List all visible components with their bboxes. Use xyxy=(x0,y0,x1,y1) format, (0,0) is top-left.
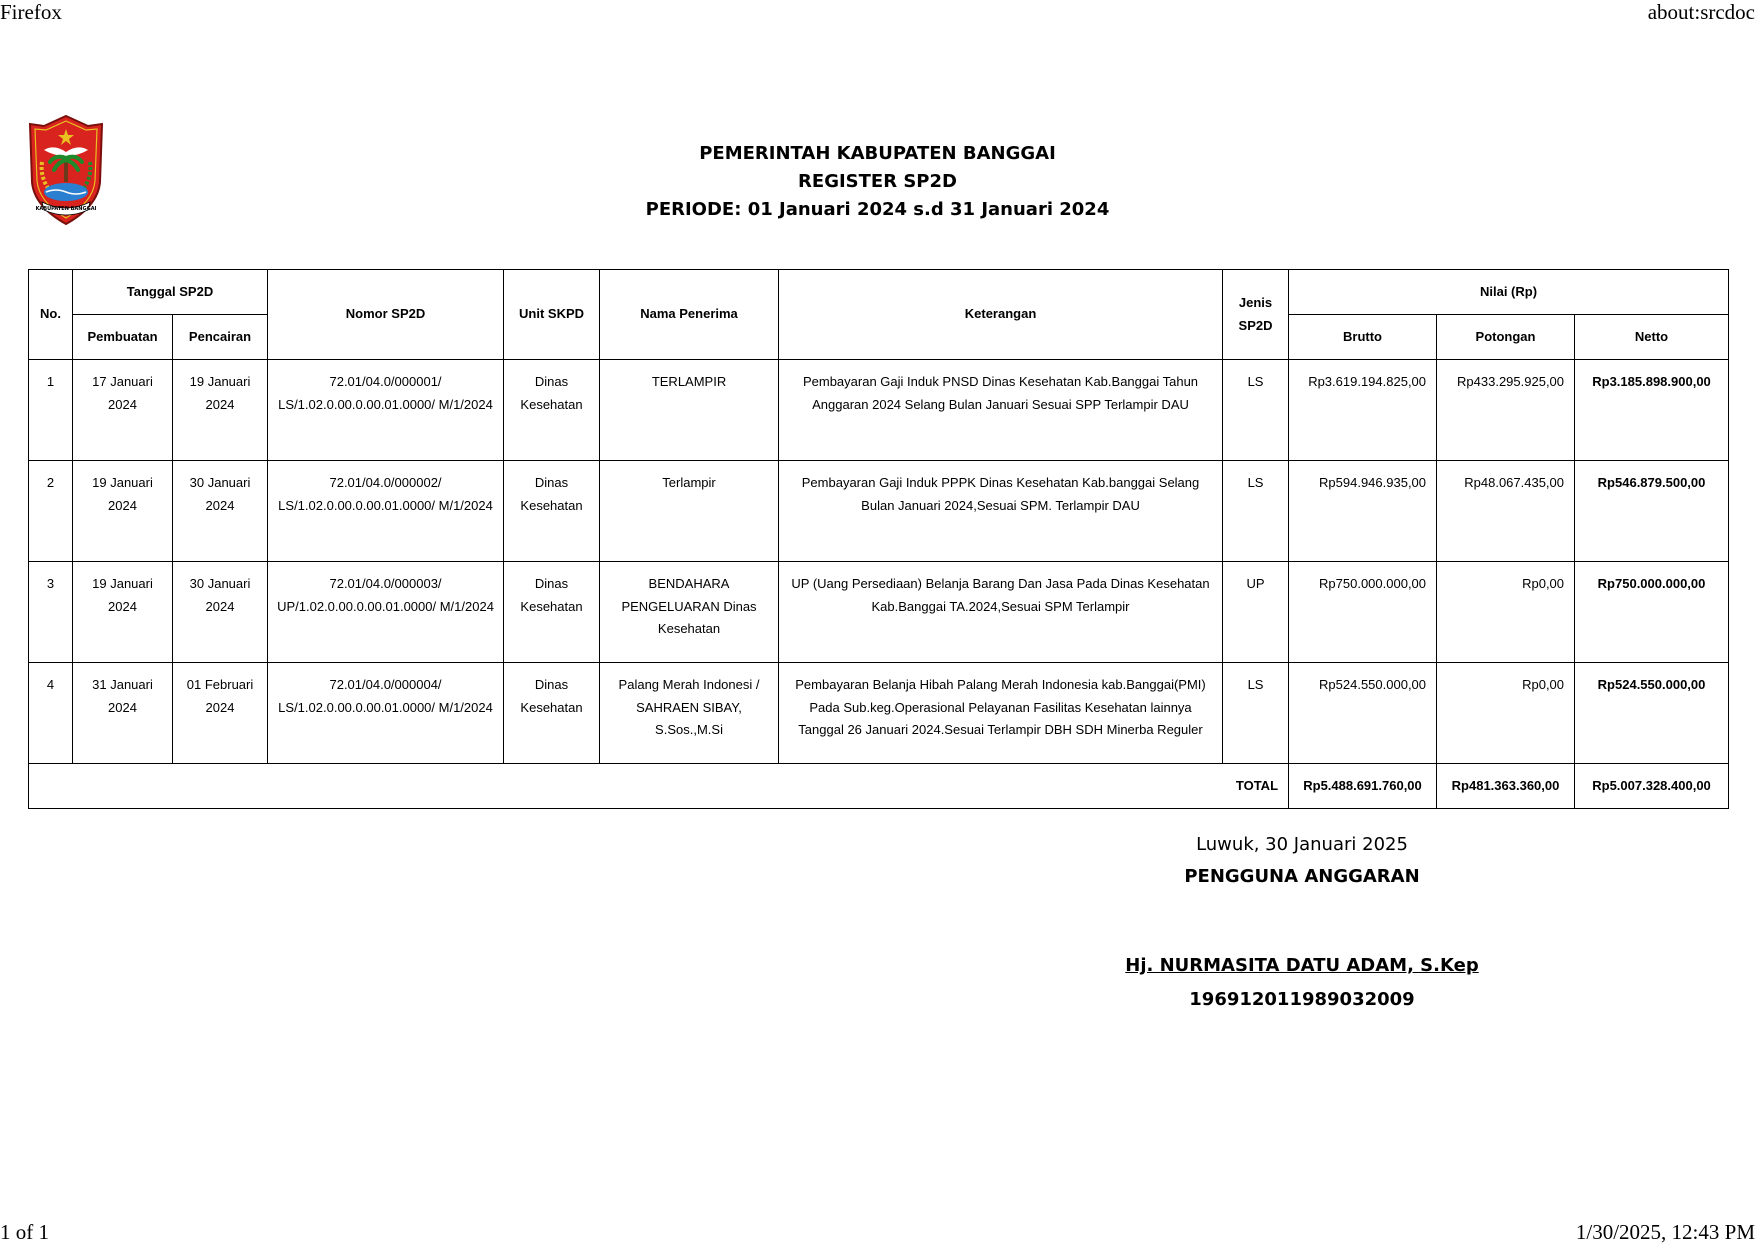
header-brutto: Brutto xyxy=(1289,315,1437,360)
cell-pencairan: 01 Februari 2024 xyxy=(173,663,268,764)
cell-pembuatan: 17 Januari 2024 xyxy=(73,360,173,461)
cell-jenis: UP xyxy=(1223,562,1289,663)
header-keterangan: Keterangan xyxy=(779,270,1223,360)
cell-netto: Rp546.879.500,00 xyxy=(1575,461,1729,562)
cell-pembuatan: 19 Januari 2024 xyxy=(73,461,173,562)
cell-potongan: Rp48.067.435,00 xyxy=(1437,461,1575,562)
table-row xyxy=(29,461,1729,562)
cell-pencairan: 19 Januari 2024 xyxy=(173,360,268,461)
cell-pencairan: 30 Januari 2024 xyxy=(173,461,268,562)
cell-jenis: LS xyxy=(1223,360,1289,461)
cell-jenis: LS xyxy=(1223,461,1289,562)
cell-brutto: Rp3.619.194.825,00 xyxy=(1289,360,1437,461)
cell-brutto: Rp594.946.935,00 xyxy=(1289,461,1437,562)
header-nomor: Nomor SP2D xyxy=(268,270,504,360)
cell-unit: Dinas Kesehatan xyxy=(504,360,600,461)
cell-unit: Dinas Kesehatan xyxy=(504,663,600,764)
cell-keterangan: Pembayaran Gaji Induk PPPK Dinas Kesehatan Kab.banggai Selang Bulan Januari 2024,Sesuai SPM. Terlampir DAU xyxy=(779,461,1223,562)
total-row xyxy=(29,764,1729,809)
signature-block xyxy=(1102,830,1502,1017)
cell-pencairan: 30 Januari 2024 xyxy=(173,562,268,663)
header-pembuatan: Pembuatan xyxy=(73,315,173,360)
table-row xyxy=(29,360,1729,461)
cell-no: 2 xyxy=(29,461,73,562)
total-potongan: Rp481.363.360,00 xyxy=(1437,764,1575,809)
cell-keterangan: Pembayaran Belanja Hibah Palang Merah Indonesia kab.Banggai(PMI) Pada Sub.keg.Operasional Pelayanan Fasilitas Kesehatan lainnya Tanggal 26 Januari 2024.Sesuai Terlampir DBH SDH Minerba Reguler xyxy=(779,663,1223,764)
header-tanggal: Tanggal SP2D xyxy=(73,270,268,315)
cell-potongan: Rp433.295.925,00 xyxy=(1437,360,1575,461)
svg-text:KABUPATEN BANGGAI: KABUPATEN BANGGAI xyxy=(35,206,97,212)
table-row xyxy=(29,663,1729,764)
cell-keterangan: UP (Uang Persediaan) Belanja Barang Dan Jasa Pada Dinas Kesehatan Kab.Banggai TA.2024,Sesuai SPM Terlampir xyxy=(779,562,1223,663)
cell-no: 4 xyxy=(29,663,73,764)
report-title xyxy=(0,140,1755,224)
cell-pembuatan: 19 Januari 2024 xyxy=(73,562,173,663)
cell-no: 1 xyxy=(29,360,73,461)
cell-unit: Dinas Kesehatan xyxy=(504,562,600,663)
header-nilai: Nilai (Rp) xyxy=(1289,270,1729,315)
sp2d-register-table xyxy=(28,269,1729,809)
total-brutto: Rp5.488.691.760,00 xyxy=(1289,764,1437,809)
signature-place-date: Luwuk, 30 Januari 2025 xyxy=(1196,834,1408,855)
cell-penerima: TERLAMPIR xyxy=(600,360,779,461)
cell-potongan: Rp0,00 xyxy=(1437,562,1575,663)
government-name: PEMERINTAH KABUPATEN BANGGAI xyxy=(699,143,1056,164)
header-unit: Unit SKPD xyxy=(504,270,600,360)
cell-nomor: 72.01/04.0/000003/ UP/1.02.0.00.0.00.01.0000/ M/1/2024 xyxy=(268,562,504,663)
cell-nomor: 72.01/04.0/000004/ LS/1.02.0.00.0.00.01.0000/ M/1/2024 xyxy=(268,663,504,764)
cell-netto: Rp750.000.000,00 xyxy=(1575,562,1729,663)
cell-netto: Rp3.185.898.900,00 xyxy=(1575,360,1729,461)
total-netto: Rp5.007.328.400,00 xyxy=(1575,764,1729,809)
print-timestamp: 1/30/2025, 12:43 PM xyxy=(1575,1220,1755,1244)
header-pencairan: Pencairan xyxy=(173,315,268,360)
header-jenis: Jenis SP2D xyxy=(1223,270,1289,360)
cell-penerima: BENDAHARA PENGELUARAN Dinas Kesehatan xyxy=(600,562,779,663)
cell-penerima: Palang Merah Indonesi / SAHRAEN SIBAY, S.Sos.,M.Si xyxy=(600,663,779,764)
header-netto: Netto xyxy=(1575,315,1729,360)
period-label: PERIODE: 01 Januari 2024 s.d 31 Januari 2024 xyxy=(645,199,1110,220)
cell-brutto: Rp524.550.000,00 xyxy=(1289,663,1437,764)
cell-jenis: LS xyxy=(1223,663,1289,764)
cell-no: 3 xyxy=(29,562,73,663)
cell-penerima: Terlampir xyxy=(600,461,779,562)
cell-pembuatan: 31 Januari 2024 xyxy=(73,663,173,764)
header-no: No. xyxy=(29,270,73,360)
total-label: TOTAL xyxy=(29,764,1289,809)
header-potongan: Potongan xyxy=(1437,315,1575,360)
cell-netto: Rp524.550.000,00 xyxy=(1575,663,1729,764)
page-count: 1 of 1 xyxy=(0,1220,49,1244)
signature-nip: 196912011989032009 xyxy=(1189,989,1415,1010)
cell-nomor: 72.01/04.0/000001/ LS/1.02.0.00.0.00.01.0000/ M/1/2024 xyxy=(268,360,504,461)
signature-name: Hj. NURMASITA DATU ADAM, S.Kep xyxy=(1125,955,1479,976)
cell-brutto: Rp750.000.000,00 xyxy=(1289,562,1437,663)
register-title: REGISTER SP2D xyxy=(798,171,957,192)
browser-name: Firefox xyxy=(0,0,62,24)
header-penerima: Nama Penerima xyxy=(600,270,779,360)
page-url: about:srcdoc xyxy=(1647,0,1755,24)
cell-nomor: 72.01/04.0/000002/ LS/1.02.0.00.0.00.01.0000/ M/1/2024 xyxy=(268,461,504,562)
signature-role: PENGGUNA ANGGARAN xyxy=(1184,866,1420,887)
table-row xyxy=(29,562,1729,663)
cell-keterangan: Pembayaran Gaji Induk PNSD Dinas Kesehatan Kab.Banggai Tahun Anggaran 2024 Selang Bulan Januari Sesuai SPP Terlampir DAU xyxy=(779,360,1223,461)
cell-potongan: Rp0,00 xyxy=(1437,663,1575,764)
cell-unit: Dinas Kesehatan xyxy=(504,461,600,562)
